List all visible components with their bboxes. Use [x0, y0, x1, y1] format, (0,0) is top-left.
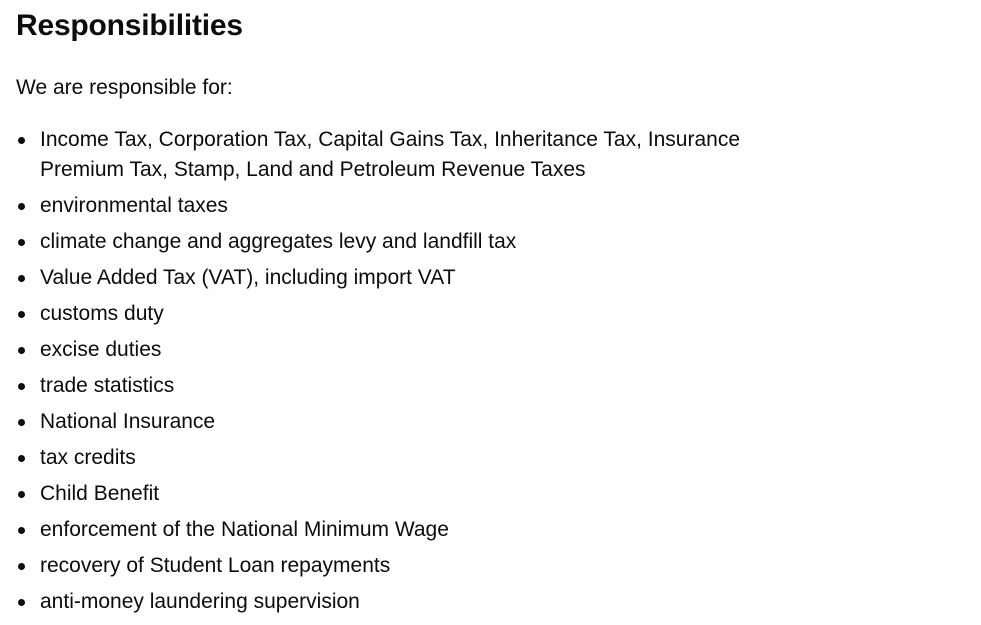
list-item-text: tax credits [40, 446, 136, 469]
list-item-text: Value Added Tax (VAT), including import VAT [40, 266, 456, 289]
list-item [16, 551, 770, 581]
bullet-icon [18, 563, 25, 570]
list-item [16, 227, 770, 257]
list-item [16, 299, 770, 329]
intro-text: We are responsible for: [16, 76, 233, 99]
list-item [16, 407, 770, 437]
list-item [16, 479, 770, 509]
bullet-icon [18, 599, 25, 606]
bullet-icon [18, 239, 25, 246]
list-item [16, 371, 770, 401]
list-item-text: Child Benefit [40, 482, 160, 505]
bullet-icon [18, 527, 25, 534]
bullet-icon [18, 137, 25, 144]
list-item [16, 263, 770, 293]
list-item [16, 125, 770, 185]
list-item [16, 443, 770, 473]
bullet-icon [18, 203, 25, 210]
list-item-text: enforcement of the National Minimum Wage [40, 518, 449, 541]
list-item-text: environmental taxes [40, 194, 228, 217]
section-title: Responsibilities [16, 9, 243, 42]
bullet-icon [18, 491, 25, 498]
list-item-text: excise duties [40, 338, 162, 361]
list-item [16, 335, 770, 365]
list-item-text: anti-money laundering supervision [40, 590, 360, 613]
list-item-text: climate change and aggregates levy and landfill tax [40, 230, 517, 253]
bullet-icon [18, 419, 25, 426]
responsibilities-list [16, 125, 796, 617]
list-item [16, 191, 770, 221]
bullet-icon [18, 275, 25, 282]
list-item-text: Income Tax, Corporation Tax, Capital Gains Tax, Inheritance Tax, Insurance Premium Tax, Stamp, Land and Petroleum Revenue Taxes [40, 128, 740, 181]
list-item-text: National Insurance [40, 410, 216, 433]
list-item-text: customs duty [40, 302, 164, 325]
list-item-text: recovery of Student Loan repayments [40, 554, 391, 577]
bullet-icon [18, 455, 25, 462]
bullet-icon [18, 311, 25, 318]
bullet-icon [18, 383, 25, 390]
list-item-text: trade statistics [40, 374, 175, 397]
list-item [16, 515, 770, 545]
list-item [16, 587, 770, 617]
bullet-icon [18, 347, 25, 354]
